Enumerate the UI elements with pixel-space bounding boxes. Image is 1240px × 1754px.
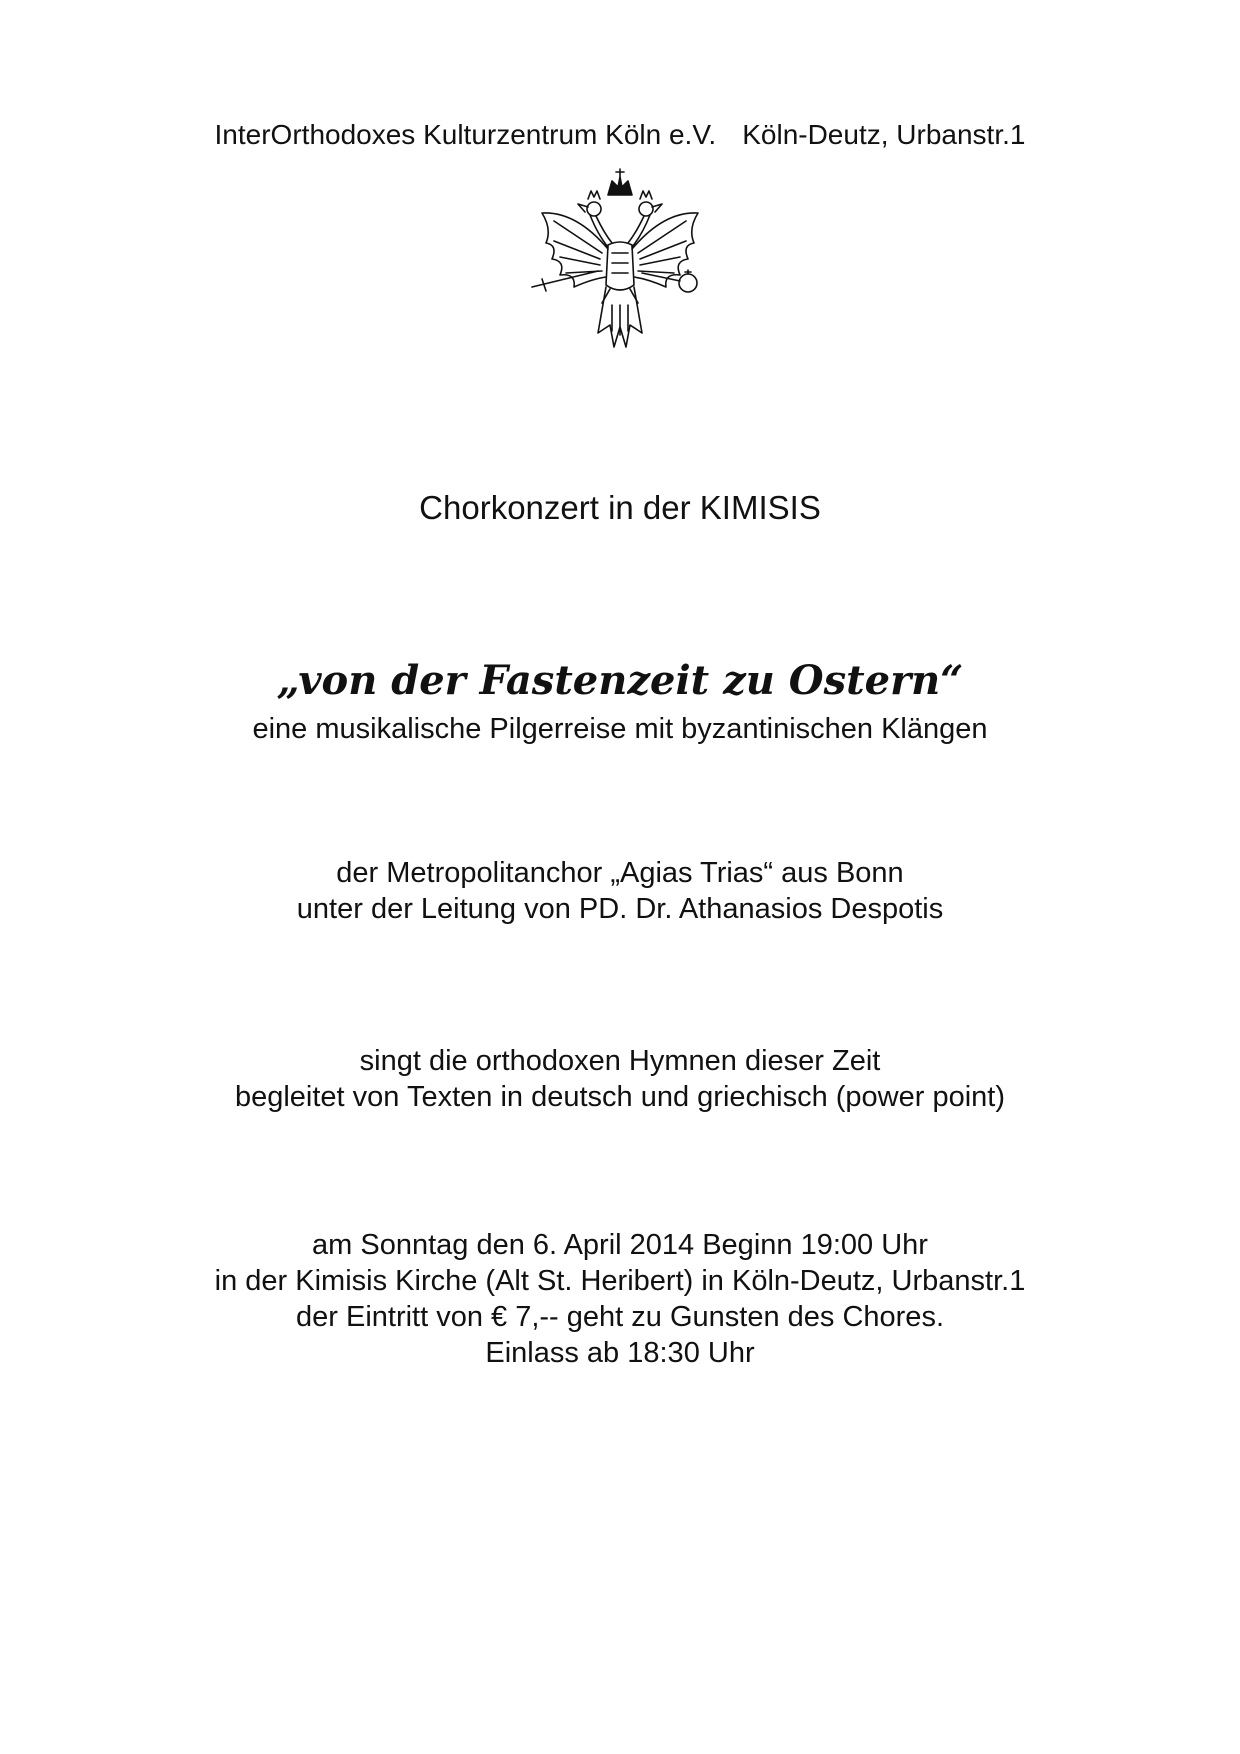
- event-location-line: in der Kimisis Kirche (Alt St. Heribert) in Köln-Deutz, Urbanstr.1: [214, 1265, 1026, 1297]
- choir-line-2: unter der Leitung von PD. Dr. Athanasios Despotis: [296, 893, 944, 925]
- event-date-line: am Sonntag den 6. April 2014 Beginn 19:00 Uhr: [312, 1229, 928, 1261]
- organization-name: InterOrthodoxes Kulturzentrum Köln e.V.: [214, 119, 717, 150]
- motto-title: „von der Fastenzeit zu Ostern“: [276, 657, 964, 704]
- event-entry-line: Einlass ab 18:30 Uhr: [485, 1337, 755, 1369]
- choir-line-1: der Metropolitanchor „Agias Trias“ aus Bonn: [336, 857, 904, 889]
- program-line-1: singt die orthodoxen Hymnen dieser Zeit: [359, 1045, 881, 1077]
- header-line: [0, 118, 1240, 152]
- organization-address: Köln-Deutz, Urbanstr.1: [742, 119, 1026, 150]
- motto-subtitle: eine musikalische Pilgerreise mit byzantinischen Klängen: [252, 713, 988, 745]
- program-line-2: begleitet von Texten in deutsch und griechisch (power point): [234, 1081, 1006, 1113]
- event-admission-line: der Eintritt von € 7,-- geht zu Gunsten des Chores.: [296, 1301, 944, 1333]
- concert-title: Chorkonzert in der KIMISIS: [419, 489, 821, 526]
- double-headed-eagle-icon: [512, 155, 728, 355]
